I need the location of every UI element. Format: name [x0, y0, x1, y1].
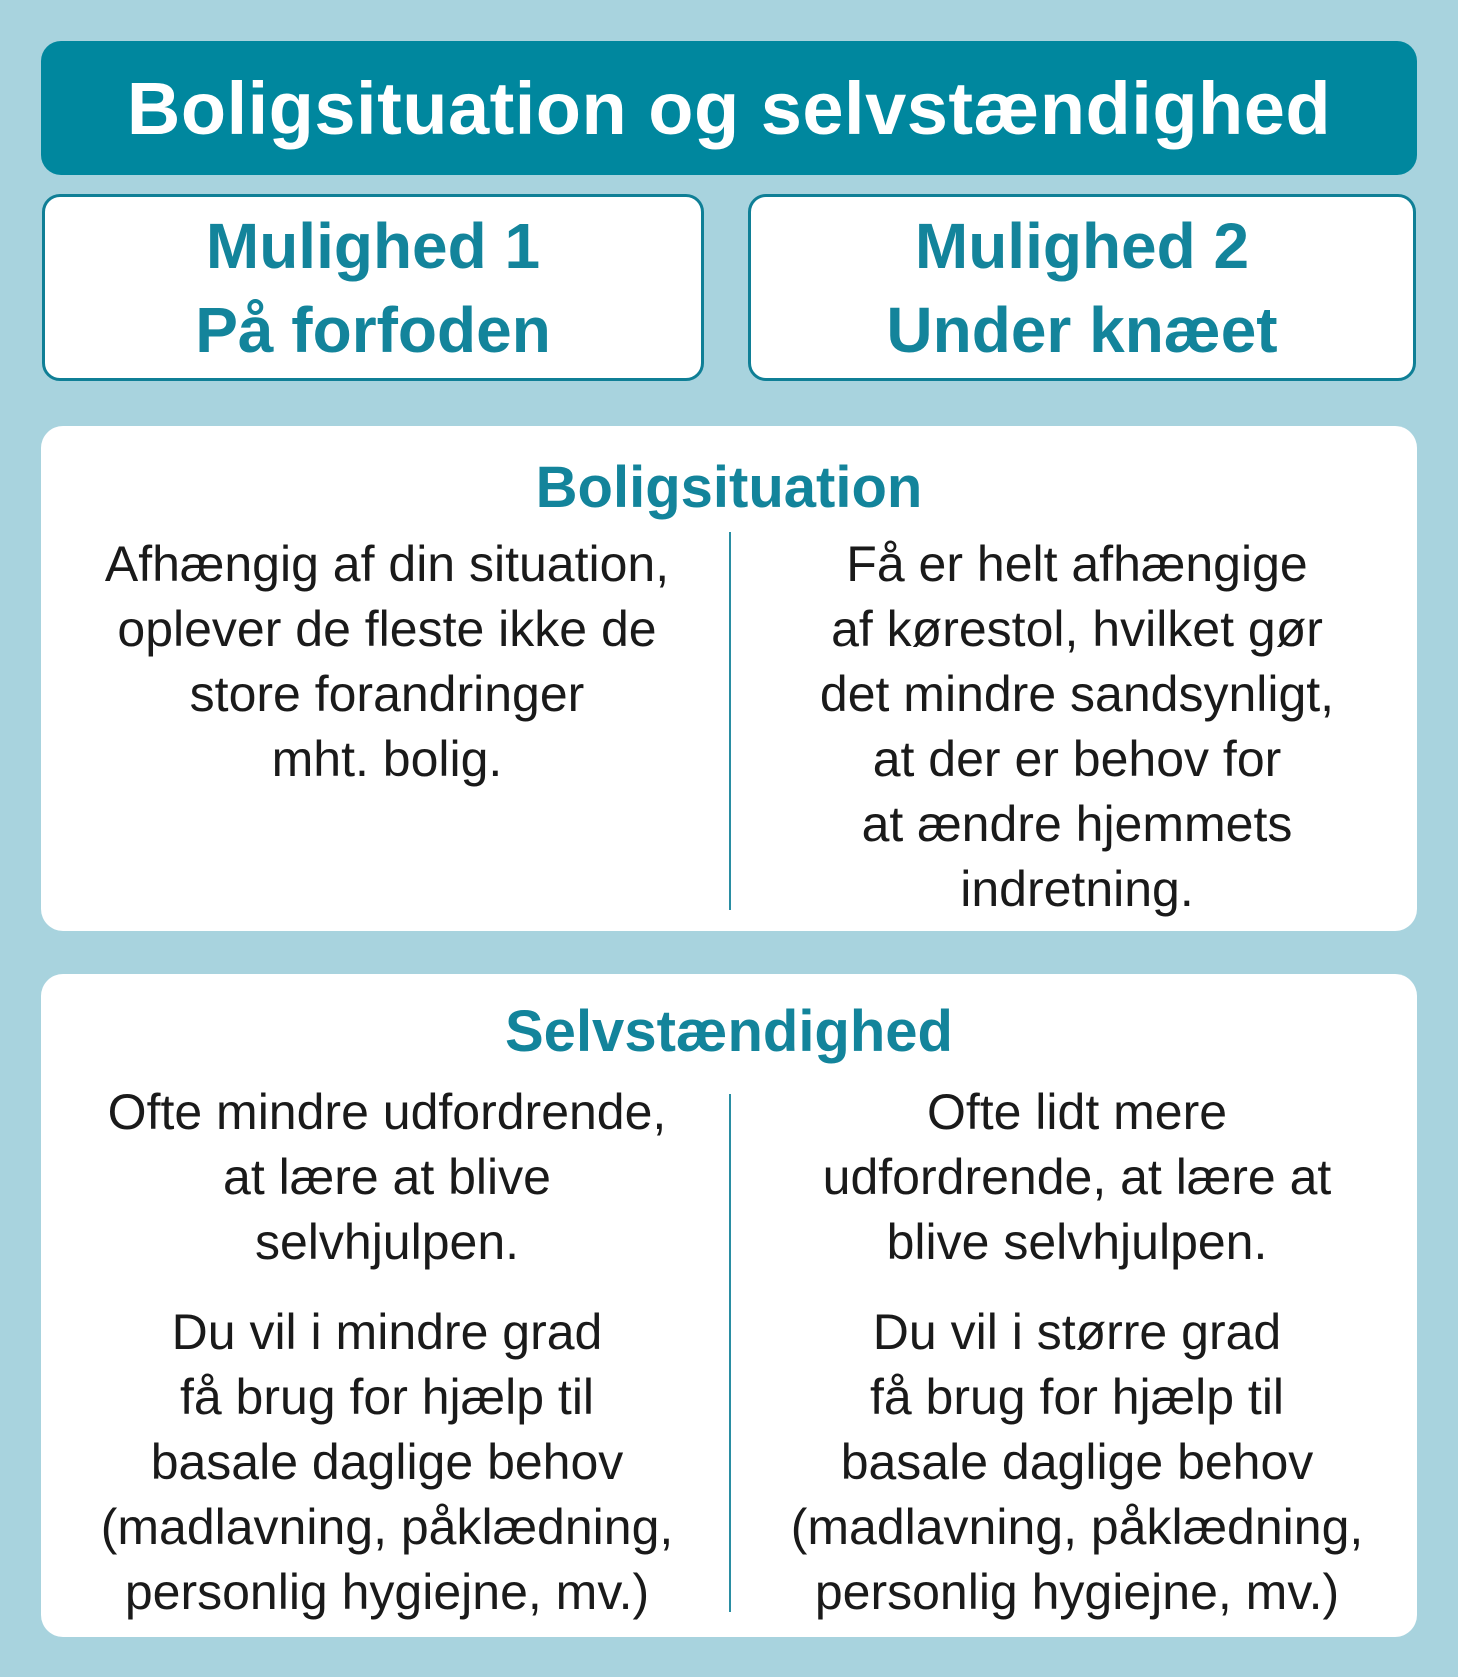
- text-line: Du vil i mindre grad: [171, 1304, 603, 1360]
- text-line: mht. bolig.: [271, 731, 503, 787]
- text-line: oplever de fleste ikke de: [117, 601, 657, 657]
- option-2-number: Mulighed 2: [914, 209, 1250, 282]
- independence-panel: [41, 974, 1417, 1637]
- housing-option-2-text: [737, 532, 1417, 922]
- text-line: at ændre hjemmets: [861, 796, 1293, 852]
- text-line: Afhængig af din situation,: [104, 536, 670, 592]
- option-1-number: Mulighed 1: [205, 209, 541, 282]
- text-line: personlig hygiejne, mv.): [814, 1564, 1340, 1620]
- text-line: (madlavning, påklædning,: [100, 1499, 674, 1555]
- text-line: få brug for hjælp til: [179, 1369, 595, 1425]
- text-line: få brug for hjælp til: [869, 1369, 1285, 1425]
- text-line: basale daglige behov: [150, 1434, 624, 1490]
- text-line: det mindre sandsynligt,: [819, 666, 1335, 722]
- text-line: at lære at blive: [223, 1149, 551, 1205]
- text-line: store forandringer: [189, 666, 585, 722]
- housing-option-1-text: [51, 532, 723, 792]
- housing-panel: [41, 426, 1417, 931]
- text-line: udfordrende, at lære at: [822, 1149, 1332, 1205]
- text-line: Ofte mindre udfordrende,: [107, 1084, 667, 1140]
- text-line: (madlavning, påklædning,: [790, 1499, 1364, 1555]
- page-title: Boligsituation og selvstændighed: [41, 41, 1417, 175]
- column-divider: [729, 532, 731, 910]
- option-1-location: På forfoden: [195, 293, 551, 366]
- independence-option-1-text: [51, 1080, 723, 1625]
- text-line: selvhjulpen.: [254, 1214, 520, 1270]
- independence-heading: Selvstændighed: [505, 999, 953, 1064]
- text-line: Ofte lidt mere: [926, 1084, 1228, 1140]
- text-line: Du vil i større grad: [872, 1304, 1282, 1360]
- option-2-location: Under knæet: [886, 293, 1278, 366]
- text-line: personlig hygiejne, mv.): [124, 1564, 650, 1620]
- housing-heading: Boligsituation: [535, 455, 923, 520]
- independence-option-2-text: [737, 1080, 1417, 1625]
- text-line: blive selvhjulpen.: [886, 1214, 1268, 1270]
- option-1-card: [42, 194, 704, 381]
- text-line: af kørestol, hvilket gør: [831, 601, 1323, 657]
- text-line: at der er behov for: [872, 731, 1282, 787]
- text-line: Få er helt afhængige: [846, 536, 1308, 592]
- option-2-card: [748, 194, 1416, 381]
- text-line: basale daglige behov: [840, 1434, 1314, 1490]
- text-line: indretning.: [960, 861, 1194, 917]
- column-divider: [729, 1094, 731, 1612]
